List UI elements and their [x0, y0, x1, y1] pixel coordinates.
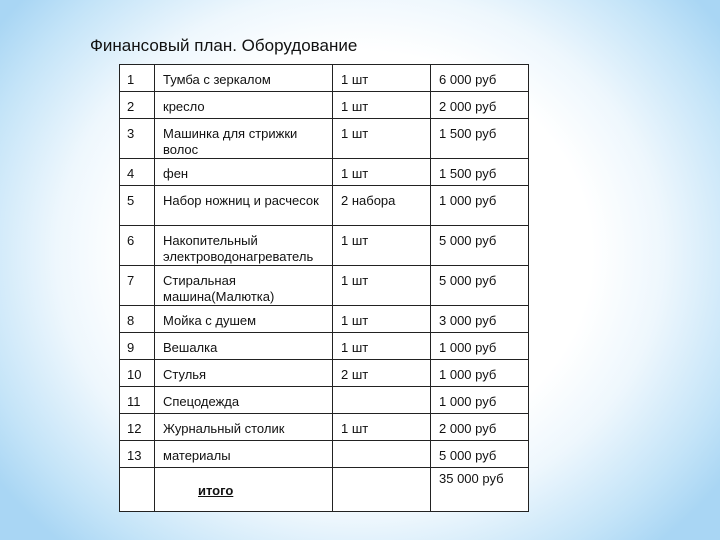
item-quantity: 2 набора [333, 186, 431, 226]
row-number: 3 [120, 119, 155, 159]
row-number: 4 [120, 159, 155, 186]
row-number: 12 [120, 414, 155, 441]
row-number: 7 [120, 266, 155, 306]
table-row [120, 65, 529, 92]
item-quantity: 1 шт [333, 119, 431, 159]
row-number: 9 [120, 333, 155, 360]
equipment-table [119, 64, 529, 512]
total-label: итого [198, 483, 234, 498]
item-quantity [333, 387, 431, 414]
table-row [120, 441, 529, 468]
item-quantity: 1 шт [333, 306, 431, 333]
item-name: Мойка с душем [155, 306, 333, 333]
total-value: 35 000 руб [431, 468, 529, 512]
table-row [120, 186, 529, 226]
item-quantity: 1 шт [333, 226, 431, 266]
total-row [120, 468, 529, 512]
item-price: 1 000 руб [431, 186, 529, 226]
item-quantity: 1 шт [333, 65, 431, 92]
row-number: 13 [120, 441, 155, 468]
total-label-cell [155, 468, 333, 512]
row-number: 6 [120, 226, 155, 266]
row-number: 5 [120, 186, 155, 226]
table-row [120, 119, 529, 159]
item-price: 5 000 руб [431, 266, 529, 306]
item-name: Накопительный электроводонагреватель [155, 226, 333, 266]
table-row [120, 159, 529, 186]
item-name: материалы [155, 441, 333, 468]
item-quantity: 2 шт [333, 360, 431, 387]
row-number: 1 [120, 65, 155, 92]
item-name: Стулья [155, 360, 333, 387]
item-name: Стиральная машина(Малютка) [155, 266, 333, 306]
item-name: Машинка для стрижки волос [155, 119, 333, 159]
item-price: 2 000 руб [431, 414, 529, 441]
row-number: 2 [120, 92, 155, 119]
item-quantity: 1 шт [333, 414, 431, 441]
item-name: фен [155, 159, 333, 186]
item-price: 1 000 руб [431, 360, 529, 387]
page-title: Финансовый план. Оборудование [90, 36, 358, 55]
item-price: 5 000 руб [431, 226, 529, 266]
item-price: 1 000 руб [431, 333, 529, 360]
item-price: 1 500 руб [431, 119, 529, 159]
table-row [120, 387, 529, 414]
item-quantity: 1 шт [333, 159, 431, 186]
table-row [120, 226, 529, 266]
item-name: Журнальный столик [155, 414, 333, 441]
table-row [120, 360, 529, 387]
item-name: кресло [155, 92, 333, 119]
item-price: 3 000 руб [431, 306, 529, 333]
row-number: 10 [120, 360, 155, 387]
item-price: 2 000 руб [431, 92, 529, 119]
item-name: Вешалка [155, 333, 333, 360]
table-row [120, 414, 529, 441]
item-quantity: 1 шт [333, 266, 431, 306]
item-price: 6 000 руб [431, 65, 529, 92]
item-quantity: 1 шт [333, 333, 431, 360]
item-price: 1 500 руб [431, 159, 529, 186]
table-row [120, 333, 529, 360]
item-quantity: 1 шт [333, 92, 431, 119]
total-number-cell [120, 468, 155, 512]
item-price: 1 000 руб [431, 387, 529, 414]
row-number: 8 [120, 306, 155, 333]
table-row [120, 306, 529, 333]
item-name: Спецодежда [155, 387, 333, 414]
item-price: 5 000 руб [431, 441, 529, 468]
total-quantity-cell [333, 468, 431, 512]
item-name: Набор ножниц и расчесок [155, 186, 333, 226]
item-name: Тумба с зеркалом [155, 65, 333, 92]
table-row [120, 92, 529, 119]
row-number: 11 [120, 387, 155, 414]
item-quantity [333, 441, 431, 468]
table-row [120, 266, 529, 306]
